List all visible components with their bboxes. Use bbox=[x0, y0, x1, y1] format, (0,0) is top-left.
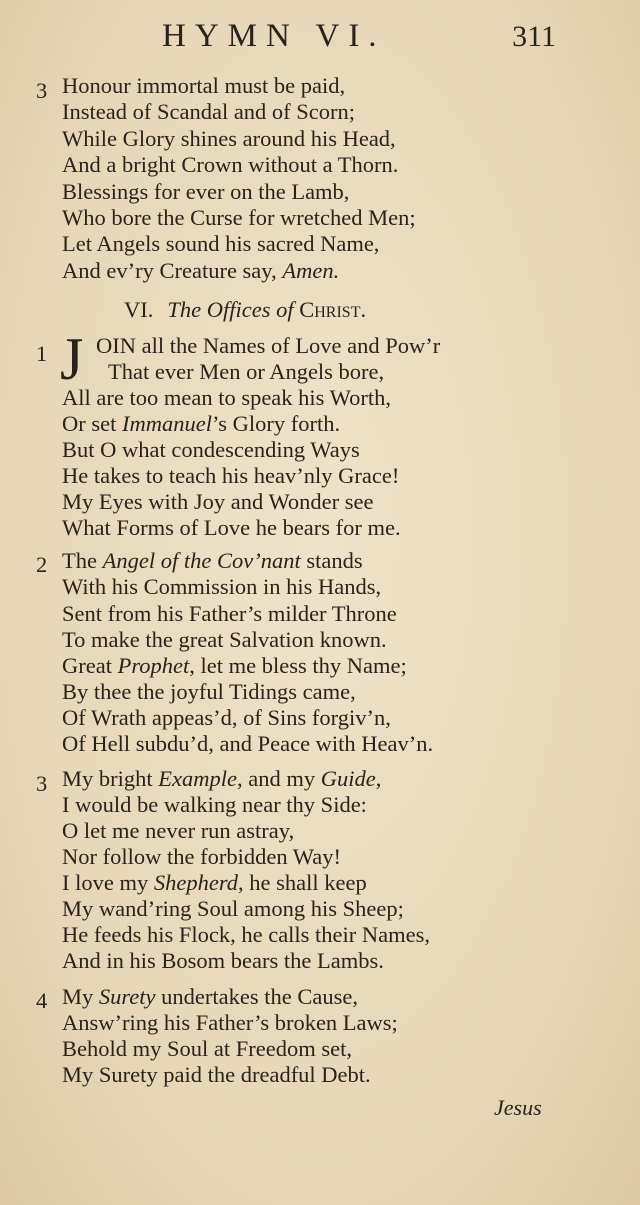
verse-line: My Surety paid the dreadful Debt. bbox=[62, 1062, 371, 1087]
page-number: 311 bbox=[512, 20, 556, 53]
verse-line: The Angel of the Cov’nant stands bbox=[62, 548, 363, 573]
verse-line: But O what condescending Ways bbox=[62, 437, 360, 462]
verse-line: My bright Example, and my Guide, bbox=[62, 766, 382, 791]
verse-line: Who bore the Curse for wretched Men; bbox=[62, 205, 416, 230]
drop-capital: J bbox=[60, 326, 84, 392]
verse-line: OIN all the Names of Love and Pow’r bbox=[96, 333, 441, 358]
verse-line: Nor follow the forbidden Way! bbox=[62, 844, 341, 869]
verse-line: Of Hell subdu’d, and Peace with Heav’n. bbox=[62, 731, 434, 756]
stanza-number: 3 bbox=[36, 78, 48, 103]
verse-line: By thee the joyful Tidings came, bbox=[62, 679, 356, 704]
verse-line: And a bright Crown without a Thorn. bbox=[62, 152, 399, 177]
verse-line: Sent from his Father’s milder Throne bbox=[62, 601, 397, 626]
verse-line: All are too mean to speak his Worth, bbox=[62, 385, 391, 410]
verse-line: He takes to teach his heav’nly Grace! bbox=[62, 463, 400, 488]
verse-line: Honour immortal must be paid, bbox=[62, 73, 346, 98]
verse-line: O let me never run astray, bbox=[62, 818, 295, 843]
verse-line: That ever Men or Angels bore, bbox=[108, 359, 385, 384]
verse-line: Blessings for ever on the Lamb, bbox=[62, 179, 350, 204]
page-header bbox=[0, 18, 640, 58]
verse-line: He feeds his Flock, he calls their Names, bbox=[62, 922, 431, 947]
verse-line: Behold my Soul at Freedom set, bbox=[62, 1036, 352, 1061]
verse-line: With his Commission in his Hands, bbox=[62, 574, 382, 599]
verse-line: Great Prophet, let me bless thy Name; bbox=[62, 653, 407, 678]
verse-line: Of Wrath appeas’d, of Sins forgiv’n, bbox=[62, 705, 391, 730]
verse-line: I love my Shepherd, he shall keep bbox=[62, 870, 367, 895]
verse-line: I would be walking near thy Side: bbox=[62, 792, 367, 817]
verse-line: Instead of Scandal and of Scorn; bbox=[62, 99, 356, 124]
verse-line: And ev’ry Creature say, Amen. bbox=[62, 258, 340, 283]
stanza-number: 2 bbox=[36, 552, 48, 577]
hymn-title: VI. The Offices of Christ. bbox=[124, 297, 367, 322]
hymn-numeral: VI. bbox=[124, 297, 154, 322]
verse-line: Let Angels sound his sacred Name, bbox=[62, 231, 380, 256]
stanza-number: 1 bbox=[36, 341, 48, 366]
verse-line: Answ’ring his Father’s broken Laws; bbox=[62, 1010, 398, 1035]
running-title: HYMN VI. bbox=[162, 18, 386, 54]
catchword: Jesus bbox=[494, 1095, 542, 1120]
verse-line: While Glory shines around his Head, bbox=[62, 126, 396, 151]
stanza-number: 3 bbox=[36, 771, 48, 796]
verse-line: And in his Bosom bears the Lambs. bbox=[62, 948, 384, 973]
stanza-number: 4 bbox=[36, 988, 48, 1013]
verse-line: What Forms of Love he bears for me. bbox=[62, 515, 401, 540]
verse-line: My Eyes with Joy and Wonder see bbox=[62, 489, 374, 514]
verse-line: My Surety undertakes the Cause, bbox=[62, 984, 358, 1009]
verse-line: To make the great Salvation known. bbox=[62, 627, 387, 652]
verse-line: Or set Immanuel’s Glory forth. bbox=[62, 411, 341, 436]
verse-line: My wand’ring Soul among his Sheep; bbox=[62, 896, 404, 921]
